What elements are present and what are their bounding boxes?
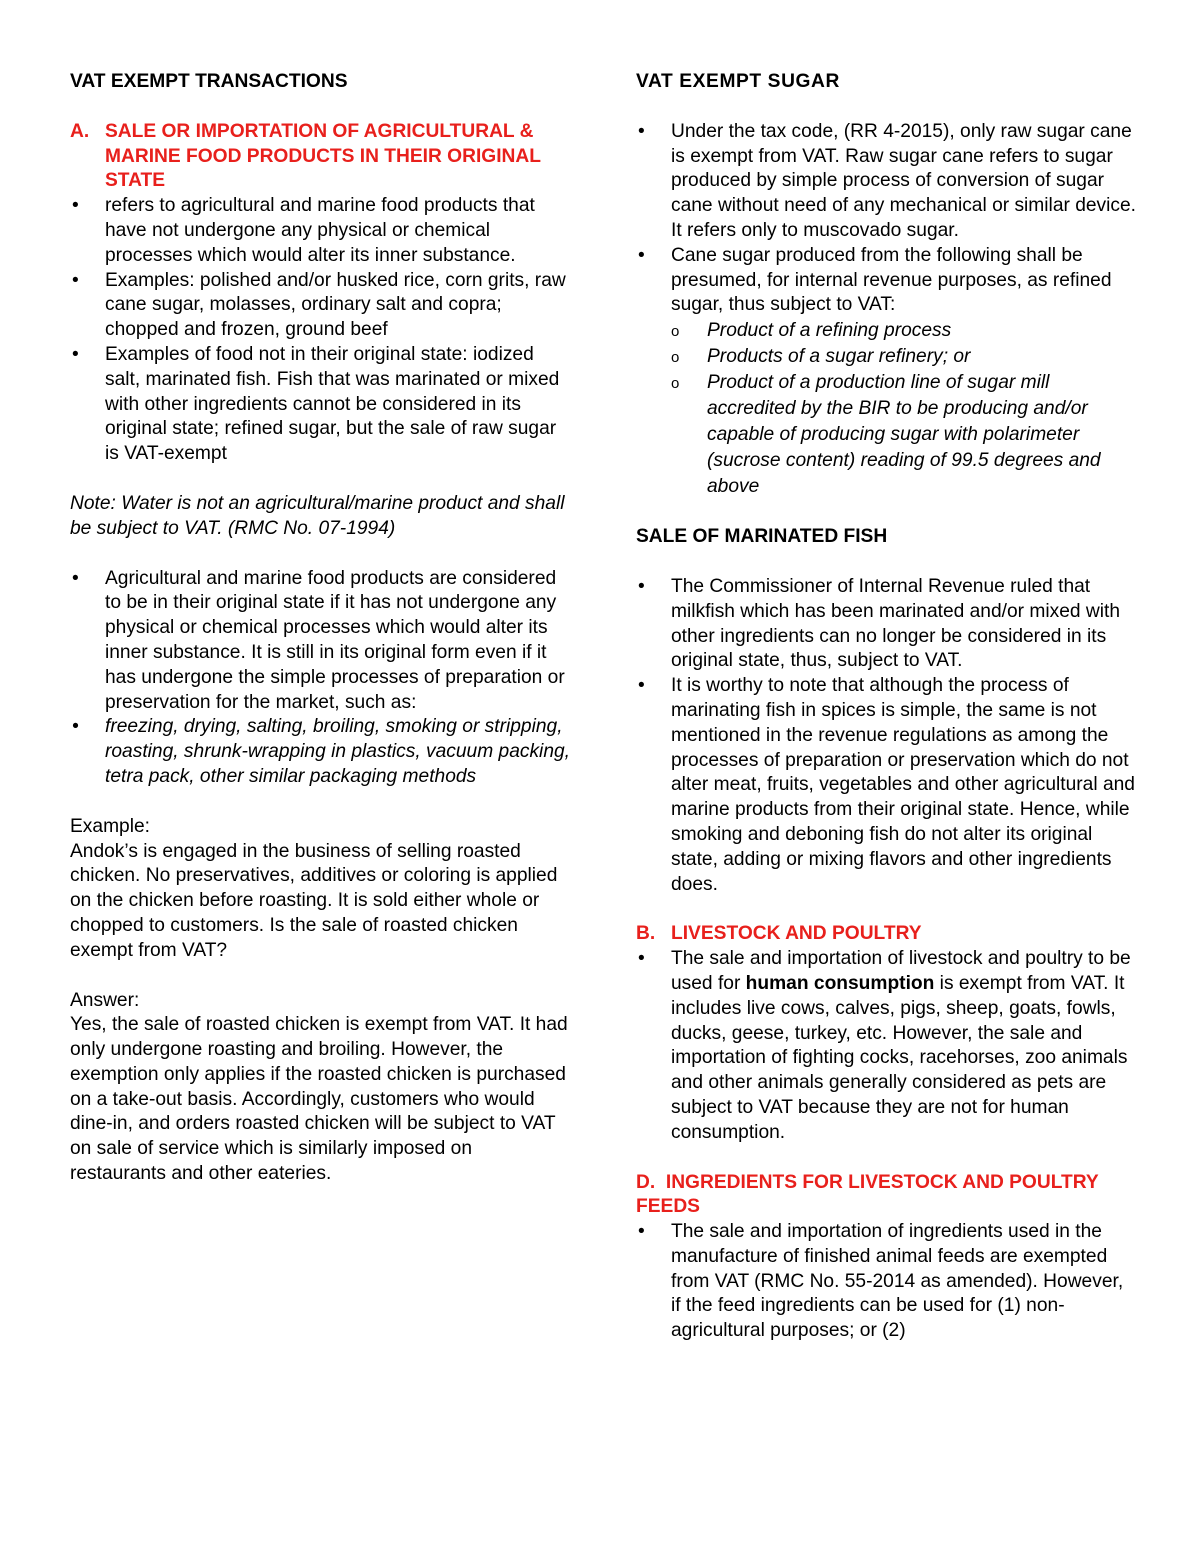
example-text: Andok’s is engaged in the business of selling roasted chicken. No preservatives, additives or coloring is applied on the chicken before roasting. It is sold either whole or chopped to customers. Is the sale of roasted chicken exempt from VAT? <box>70 840 558 961</box>
list-item: • Under the tax code, (RR 4-2015), only raw sugar cane is exempt from VAT. Raw sugar cane refers to sugar produced by simple process of conversion of sugar cane without need of any mechanical or similar device. It refers only to muscovado sugar. <box>638 120 1137 241</box>
bullet-icon: • <box>72 343 79 365</box>
section-letter: D. <box>636 1171 656 1193</box>
bullet-icon: • <box>638 948 645 970</box>
list-item: • The sale and importation of livestock and poultry to be used for human consumption is exempt from VAT. It includes live cows, calves, pigs, sheep, goats, fowls, ducks, geese, turkey, etc. However, the sale and importation of fighting cocks, racehorses, zoo animals and other animals generally considered as pets are subject to VAT because they are not for human consumption. <box>638 948 1131 1143</box>
example-label: Example: <box>70 815 150 837</box>
circle-bullet-icon: o <box>671 349 680 367</box>
list-item: • Examples of food not in their original state: iodized salt, marinated fish. Fish that was marinated or mixed with other ingredients cannot be considered in its original state; refined sugar, but the sale of raw sugar is VAT-exempt <box>72 343 560 465</box>
answer-text: Yes, the sale of roasted chicken is exempt from VAT. It had only undergone roasting and broiling. However, the exemption only applies if the roasted chicken is purchased on a take-out basis. Accordingly, customers who would dine-in, and orders roasted chicken will be subject to VAT on sale of service which is similarly imposed on restaurants and other eateries. <box>70 1014 568 1185</box>
list-item: • It is worthy to note that although the process of marinating fish in spices is simple, the same is not mentioned in the revenue regulations as among the processes of preparation or preservation which do not alter meat, fruits, vegetables and other agricultural and marine products from their original state. Hence, while smoking and deboning fish do not alter its original state, adding or mixing flavors and other ingredients does. <box>638 675 1135 895</box>
left-column <box>70 70 570 1187</box>
bullet-icon: • <box>638 1221 645 1243</box>
section-letter: A. <box>70 120 90 142</box>
circle-bullet-icon: o <box>671 323 680 341</box>
bullet-icon: • <box>72 567 79 589</box>
bullet-icon: • <box>72 195 79 217</box>
bullet-list <box>70 567 570 790</box>
bullet-icon: • <box>638 675 645 697</box>
section-title: SALE OR IMPORTATION OF AGRICULTURAL & MARINE FOOD PRODUCTS IN THEIR ORIGINAL STATE <box>105 120 541 192</box>
bullet-icon: • <box>638 575 645 597</box>
sub-list <box>671 318 1136 500</box>
list-item: • Cane sugar produced from the following shall be presumed, for internal revenue purposes, as refined sugar, thus subject to VAT: o Product of a refining process o Products of a sugar refinery; or o Product of a production line of sugar mill accredited by the BIR to be producing and/or capable of producing sugar with polarimeter (sucrose content) reading of 99.5 degrees and above <box>636 244 1136 500</box>
bullet-icon: • <box>72 716 79 738</box>
bullet-icon: • <box>72 269 79 291</box>
section-title: LIVESTOCK AND POULTRY <box>671 923 922 945</box>
fish-heading: SALE OF MARINATED FISH <box>636 526 888 548</box>
bullet-list <box>636 575 1136 897</box>
section-d-heading <box>636 1171 1136 1221</box>
sugar-heading: VAT EXEMPT SUGAR <box>636 71 840 92</box>
note: Note: Water is not an agricultural/marine product and shall be subject to VAT. (RMC No. 07-1994) <box>70 492 565 539</box>
section-b-heading <box>636 922 1136 947</box>
list-item: • The Commissioner of Internal Revenue ruled that milkfish which has been marinated and/or mixed with other ingredients can no longer be considered in its original state, thus, subject to VAT. <box>638 575 1120 672</box>
section-a-heading <box>70 120 570 194</box>
list-item: • freezing, drying, salting, broiling, smoking or stripping, roasting, shrunk-wrapping in plastics, vacuum packing, tetra pack, other similar packaging methods <box>72 716 570 787</box>
list-item: • Examples: polished and/or husked rice, corn grits, raw cane sugar, molasses, ordinary salt and copra; chopped and frozen, ground beef <box>72 269 566 341</box>
list-item: • refers to agricultural and marine food products that have not undergone any physical or chemical processes which would alter its inner substance. <box>72 195 535 266</box>
bullet-list <box>636 1220 1136 1344</box>
section-letter: B. <box>636 923 656 945</box>
bullet-list <box>636 947 1136 1145</box>
bullet-list <box>636 120 1136 500</box>
sub-list-item: o Product of a refining process <box>671 318 1136 344</box>
list-item: • Agricultural and marine food products are considered to be in their original state if it has not undergone any physical or chemical processes which would alter its inner substance. It is still in its original form even if it has undergone the simple processes of preparation or preservation for the market, such as: <box>72 567 565 713</box>
section-title: INGREDIENTS FOR LIVESTOCK AND POULTRY FEEDS <box>636 1171 1099 1218</box>
bullet-icon: • <box>638 120 645 142</box>
list-item: • The sale and importation of ingredients used in the manufacture of finished animal feeds are exempted from VAT (RMC No. 55-2014 as amended). However, if the feed ingredients can be used for (1) non-agricultural purposes; or (2) <box>638 1221 1124 1342</box>
circle-bullet-icon: o <box>671 375 680 393</box>
sub-list-item: o Products of a sugar refinery; or <box>671 344 1136 370</box>
bullet-icon: • <box>638 244 645 266</box>
sub-list-item: o Product of a production line of sugar mill accredited by the BIR to be producing and/or capable of producing sugar with polarimeter (sucrose content) reading of 99.5 degrees and above <box>671 372 1101 498</box>
answer-label: Answer: <box>70 989 140 1011</box>
bullet-list <box>70 194 570 467</box>
emphasis: human consumption <box>745 972 935 994</box>
page-heading: VAT EXEMPT TRANSACTIONS <box>70 71 348 92</box>
right-column <box>636 70 1136 1344</box>
